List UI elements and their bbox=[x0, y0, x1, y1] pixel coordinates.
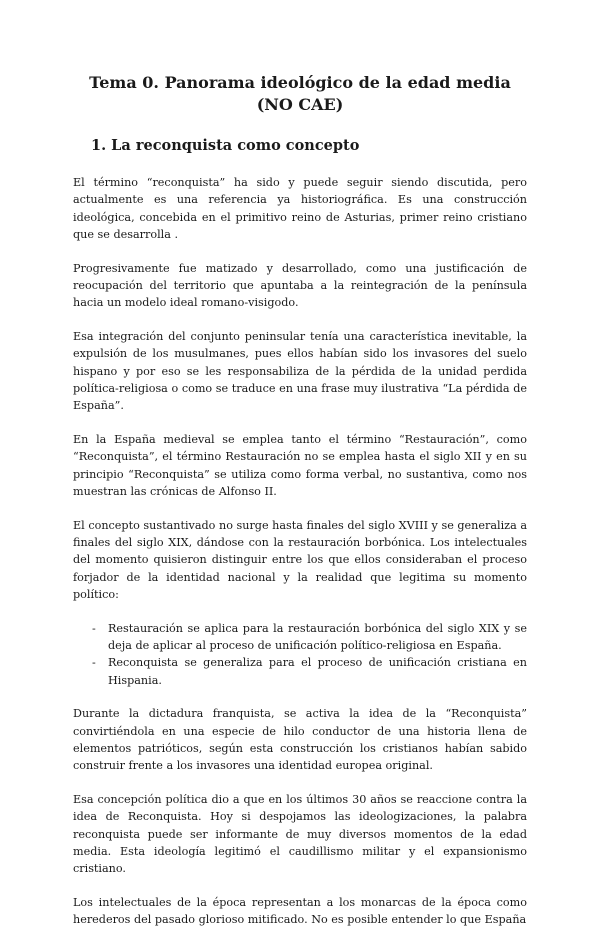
paragraph-4: En la España medieval se emplea tanto el término “Restauración”, como “Reconquista”, el término Restauración no se emplea hasta el siglo XII y en su principio “Reconquista” se utiliza como forma verbal, no sustantiva, como nos muestran las crónicas de Alfonso II. bbox=[73, 432, 527, 499]
bullet-item-2 bbox=[92, 654, 527, 689]
paragraph-5-group bbox=[73, 517, 527, 690]
paragraph-6: Durante la dictadura franquista, se activa la idea de la “Reconquista” convirtiéndola en una especie de hilo conductor de una historia llena de elementos patrióticos, según esta construcción los cristianos habían sabido construir frente a los invasores una identidad europea original. bbox=[73, 707, 527, 773]
paragraph-8: Los intelectuales de la época representan a los monarcas de la época como herederos del pasado glorioso mitificado. No es posible entender lo que España bbox=[73, 895, 527, 927]
document-title: Tema 0. Panorama ideológico de la edad media (NO CAE) bbox=[89, 73, 511, 114]
bullet-text: Restauración se aplica para la restauración borbónica del siglo XIX y se deja de aplicar al proceso de unificación político-religiosa en España. bbox=[108, 621, 527, 652]
bullet-text: Reconquista se generaliza para el proceso de unificación cristiana en Hispania. bbox=[108, 656, 527, 687]
paragraph-7: Esa concepción política dio a que en los últimos 30 años se reaccione contra la idea de Reconquista. Hoy si despojamos las ideologizaciones, la palabra reconquista puede ser informante de muy diversos momentos de la edad media. Esta ideología legitimó el caudillismo militar y el expansionismo cristiano. bbox=[73, 792, 527, 876]
paragraph-2: Progresivamente fue matizado y desarrollado, como una justificación de reocupación del territorio que apuntaba a la reintegración de la península hacia un modelo ideal romano-visigodo. bbox=[73, 261, 527, 310]
bullet-item-1 bbox=[92, 620, 527, 655]
bullet-dash: - bbox=[92, 656, 96, 670]
paragraph-1: El término “reconquista” ha sido y puede seguir siendo discutida, pero actualmente es una referencia ya historiográfica. Es una construcción ideológica, concebida en el primitivo reino de Asturias, primer reino cristiano que se desarrolla . bbox=[73, 176, 527, 242]
section-heading: 1. La reconquista como concepto bbox=[91, 137, 360, 154]
bullet-dash: - bbox=[92, 621, 96, 635]
paragraph-5: El concepto sustantivado no surge hasta finales del siglo XVIII y se generaliza a finales del siglo XIX, dándose con la restauración borbónica. Los intelectuales del momento quisieron distinguir entre los que ellos consideraban el proceso forjador de la identidad nacional y la realidad que legitima su momento político: bbox=[73, 518, 527, 602]
bullet-list bbox=[73, 620, 527, 690]
paragraph-3: Esa integración del conjunto peninsular tenía una característica inevitable, la expulsión de los musulmanes, pues ellos habían sido los invasores del suelo hispano y por eso se les responsabiliza de la pérdida de la unidad perdida política-religiosa o como se traduce en una frase muy ilustrativa “La pérdida de España”. bbox=[73, 329, 527, 413]
